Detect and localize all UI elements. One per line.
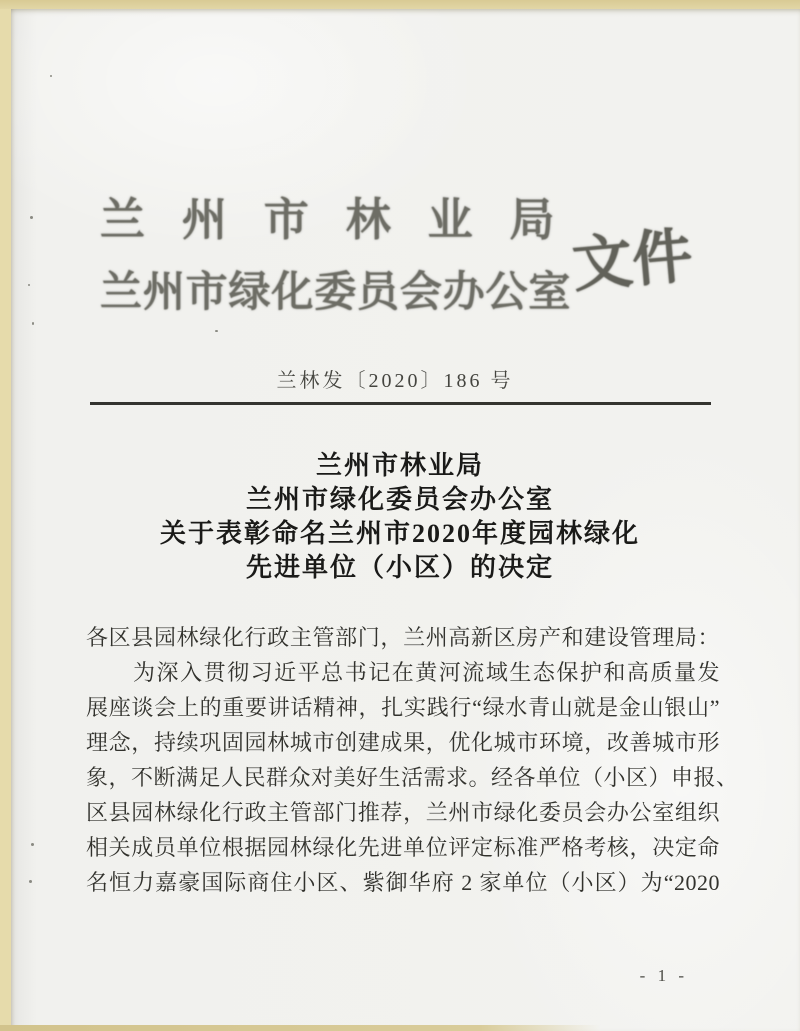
title-line: 兰州市绿化委员会办公室	[245, 485, 554, 514]
ink-speck	[28, 284, 30, 286]
issuer-name-primary: 兰州市林业局	[100, 195, 592, 245]
salutation-line: 各区县园林绿化行政主管部门，兰州高新区房产和建设管理局：	[86, 625, 720, 650]
document-body	[86, 620, 739, 900]
ink-speck	[29, 880, 32, 883]
ink-speck	[32, 322, 34, 325]
ink-speck	[215, 330, 218, 332]
ink-speck	[30, 216, 33, 219]
title-line: 先进单位（小区）的决定	[245, 553, 554, 582]
header-divider-rule	[90, 402, 711, 405]
issuer-name-secondary: 兰州市绿化委员会办公室	[100, 270, 572, 316]
body-line: 展座谈会上的重要讲话精神，扎实践行“绿水青山就是金山银山”	[86, 695, 720, 720]
document-number: 兰林发〔2020〕186 号	[276, 370, 514, 392]
page-number: - 1 -	[639, 966, 688, 985]
title-line: 兰州市林业局	[315, 451, 484, 480]
letterhead	[100, 183, 740, 319]
body-line: 相关成员单位根据园林绿化先进单位评定标准严格考核，决定命	[86, 835, 720, 860]
body-line: 理念，持续巩固园林城市创建成果，优化城市环境，改善城市形	[86, 730, 720, 755]
ink-speck	[31, 843, 34, 846]
ink-speck	[50, 75, 52, 77]
document-title	[55, 449, 745, 585]
issuing-agencies	[100, 183, 592, 319]
scan-top-edge	[0, 0, 800, 9]
title-line: 关于表彰命名兰州市2020年度园林绿化	[159, 519, 640, 548]
body-line: 为深入贯彻习近平总书记在黄河流域生态保护和高质量发	[86, 660, 720, 685]
body-line: 象，不断满足人民群众对美好生活需求。经各单位（小区）申报、	[86, 765, 739, 790]
document-type-label: 文件	[569, 222, 696, 300]
scan-bottom-edge	[0, 1025, 600, 1031]
body-line: 名恒力嘉豪国际商住小区、紫御华府 2 家单位（小区）为“2020	[86, 870, 720, 895]
body-line: 区县园林绿化行政主管部门推荐，兰州市绿化委员会办公室组织	[86, 800, 720, 825]
